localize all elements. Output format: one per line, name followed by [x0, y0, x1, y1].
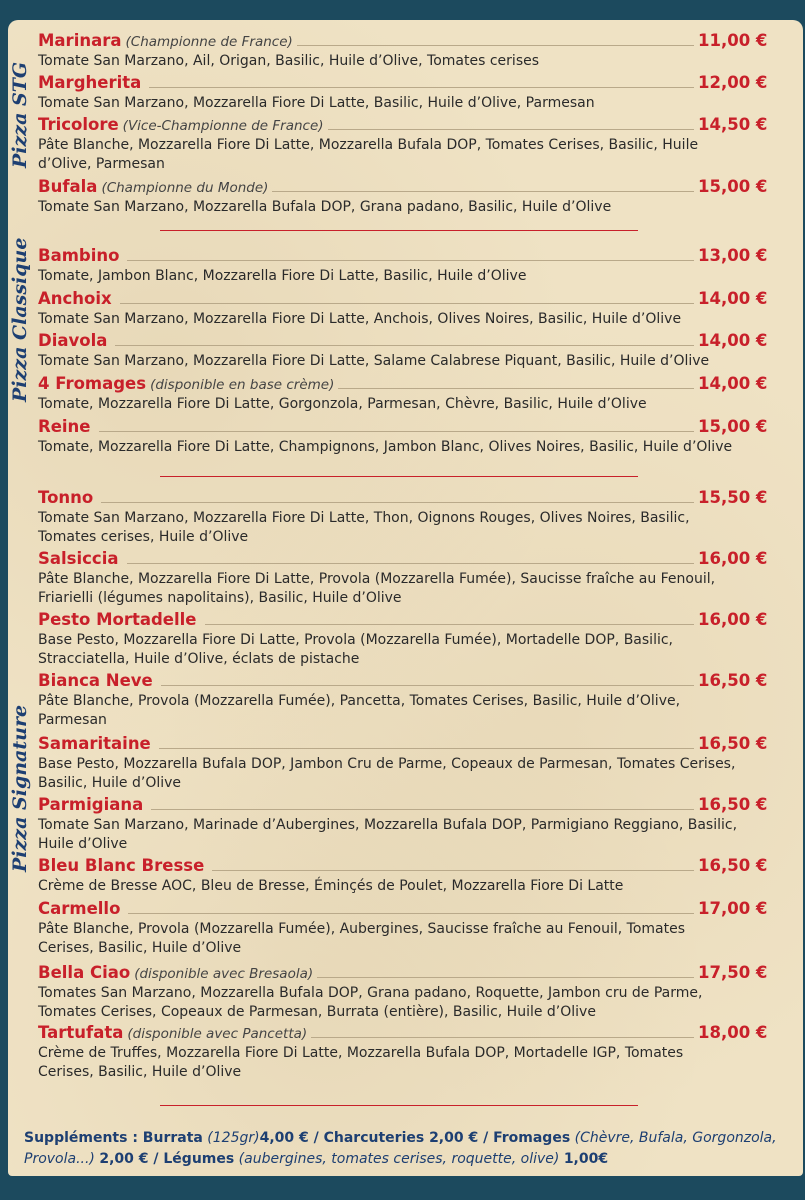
- menu-item-salsiccia: [38, 548, 790, 608]
- section-label-stg: Pizza STG: [9, 61, 31, 168]
- fromages-list: (Chèvre, Bufala, Gorgonzola, Provola...): [24, 1130, 777, 1167]
- item-name: Bambino: [38, 246, 120, 265]
- menu-item-parmigiana: [38, 794, 790, 854]
- menu-item-carmello: [38, 898, 790, 958]
- item-description: Tomate San Marzano, Ail, Origan, Basilic, Huile d’Olive, Tomates cerises: [38, 53, 540, 69]
- dotted-leader: [205, 623, 695, 625]
- dotted-leader: [272, 190, 694, 192]
- item-description: Tomate, Jambon Blanc, Mozzarella Fiore Di Latte, Basilic, Huile d’Olive: [38, 268, 527, 284]
- item-name: Tricolore: [38, 115, 119, 134]
- item-name: Diavola: [38, 331, 108, 350]
- item-name: Tonno: [38, 488, 94, 507]
- item-name: Bianca Neve: [38, 671, 153, 690]
- item-price: 14,00 €: [698, 289, 768, 308]
- dotted-leader: [127, 259, 694, 261]
- item-description: Pâte Blanche, Provola (Mozzarella Fumée), Aubergines, Saucisse fraîche au Fenouil, Tomates Cerises, Basilic, Huile d’Olive: [38, 921, 686, 956]
- item-note: (Championne du Monde): [101, 180, 269, 196]
- item-name: Bufala: [38, 177, 98, 196]
- item-name: Reine: [38, 417, 91, 436]
- dotted-leader: [120, 302, 694, 304]
- dotted-leader: [311, 1036, 694, 1038]
- menu-item-reine: [38, 416, 790, 457]
- item-description: Crème de Bresse AOC, Bleu de Bresse, Éminçés de Poulet, Mozzarella Fiore Di Latte: [38, 878, 624, 894]
- dotted-leader: [317, 976, 694, 978]
- menu-item-diavola: [38, 330, 790, 371]
- item-name: Samaritaine: [38, 734, 151, 753]
- item-description: Tomate San Marzano, Mozzarella Fiore Di Latte, Thon, Oignons Rouges, Olives Noires, Basilic, Tomates cerises, Huile d’Olive: [38, 510, 690, 545]
- item-name: Margherita: [38, 73, 142, 92]
- item-name: Bella Ciao: [38, 963, 131, 982]
- item-note: (Championne de France): [125, 34, 293, 50]
- item-price: 12,00 €: [698, 73, 768, 92]
- dotted-leader: [127, 562, 694, 564]
- dotted-leader: [328, 128, 694, 130]
- menu-item-pesto-mortadelle: [38, 609, 790, 669]
- item-description: Tomate San Marzano, Mozzarella Fiore Di Latte, Basilic, Huile d’Olive, Parmesan: [38, 95, 595, 111]
- menu-item-samaritaine: [38, 733, 790, 793]
- burrata-price: 4,00 € / Charcuteries 2,00 € / Fromages: [259, 1130, 571, 1146]
- dotted-leader: [297, 44, 694, 46]
- item-description: Crème de Truffes, Mozzarella Fiore Di Latte, Mozzarella Bufala DOP, Mortadelle IGP, Tomates Cerises, Basilic, Huile d’Olive: [38, 1045, 684, 1080]
- item-price: 15,00 €: [698, 177, 768, 196]
- section-label-signature: Pizza Signature: [9, 704, 31, 872]
- item-price: 16,00 €: [698, 610, 768, 629]
- item-price: 16,00 €: [698, 549, 768, 568]
- item-description: Pâte Blanche, Provola (Mozzarella Fumée), Pancetta, Tomates Cerises, Basilic, Huile d’Olive, Parmesan: [38, 693, 681, 728]
- menu-item-bianca-neve: [38, 670, 790, 730]
- dotted-leader: [212, 869, 694, 871]
- item-price: 16,50 €: [698, 734, 768, 753]
- burrata-quantity: (125gr): [207, 1130, 260, 1146]
- item-description: Tomate San Marzano, Mozzarella Bufala DOP, Grana padano, Basilic, Huile d’Olive: [38, 199, 612, 215]
- dotted-leader: [101, 501, 694, 503]
- dotted-leader: [338, 387, 694, 389]
- item-description: Base Pesto, Mozzarella Fiore Di Latte, Provola (Mozzarella Fumée), Mortadelle DOP, Basilic, Stracciatella, Huile d’Olive, éclats de pistache: [38, 632, 673, 667]
- item-price: 11,00 €: [698, 31, 768, 50]
- menu-item-bleu-blanc-bresse: [38, 855, 790, 896]
- item-description: Pâte Blanche, Mozzarella Fiore Di Latte, Provola (Mozzarella Fumée), Saucisse fraîche au Fenouil, Friarielli (légumes napolitains), Basilic, Huile d’Olive: [38, 571, 716, 606]
- item-price: 18,00 €: [698, 1023, 768, 1042]
- item-name: Salsiccia: [38, 549, 119, 568]
- dotted-leader: [128, 912, 694, 914]
- item-description: Pâte Blanche, Mozzarella Fiore Di Latte, Mozzarella Bufala DOP, Tomates Cerises, Basilic, Huile d’Olive, Parmesan: [38, 137, 699, 172]
- item-price: 15,00 €: [698, 417, 768, 436]
- supplements-label: Suppléments : Burrata: [24, 1130, 203, 1146]
- menu-item-bambino: [38, 245, 790, 286]
- item-description: Tomate San Marzano, Marinade d’Aubergines, Mozzarella Bufala DOP, Parmigiano Reggiano, Basilic, Huile d’Olive: [38, 817, 738, 852]
- menu-item-4-fromages: [38, 373, 790, 414]
- item-name: Tartufata: [38, 1023, 124, 1042]
- item-price: 16,50 €: [698, 795, 768, 814]
- supplements: [24, 1128, 800, 1170]
- item-name: 4 Fromages: [38, 374, 147, 393]
- dotted-leader: [159, 747, 694, 749]
- item-note: (disponible avec Bresaola): [134, 966, 314, 982]
- item-description: Tomate, Mozzarella Fiore Di Latte, Gorgonzola, Parmesan, Chèvre, Basilic, Huile d’Olive: [38, 396, 647, 412]
- dotted-leader: [151, 808, 694, 810]
- section-label-classique: Pizza Classique: [9, 237, 31, 402]
- menu-item-anchoix: [38, 288, 790, 329]
- item-note: (disponible avec Pancetta): [127, 1026, 308, 1042]
- item-description: Tomate, Mozzarella Fiore Di Latte, Champignons, Jambon Blanc, Olives Noires, Basilic, Huile d’Olive: [38, 439, 733, 455]
- item-note: (disponible en base crème): [150, 377, 335, 393]
- item-name: Pesto Mortadelle: [38, 610, 197, 629]
- menu-item-tonno: [38, 487, 790, 547]
- menu-item-marinara: [38, 30, 790, 71]
- menu-item-tricolore: [38, 114, 790, 174]
- dotted-leader: [149, 86, 694, 88]
- item-price: 14,00 €: [698, 331, 768, 350]
- legumes-list: (aubergines, tomates cerises, roquette, olive): [238, 1151, 560, 1167]
- item-price: 16,50 €: [698, 856, 768, 875]
- item-description: Tomates San Marzano, Mozzarella Bufala DOP, Grana padano, Roquette, Jambon cru de Parme, Tomates Cerises, Copeaux de Parmesan, Burrata (entière), Basilic, Huile d’Olive: [38, 985, 703, 1020]
- item-name: Parmigiana: [38, 795, 144, 814]
- menu-item-tartufata: [38, 1022, 790, 1082]
- item-description: Base Pesto, Mozzarella Bufala DOP, Jambon Cru de Parme, Copeaux de Parmesan, Tomates Cerises, Basilic, Huile d’Olive: [38, 756, 736, 791]
- menu-item-bella-ciao: [38, 962, 790, 1022]
- dotted-leader: [115, 344, 694, 346]
- item-name: Anchoix: [38, 289, 112, 308]
- item-price: 16,50 €: [698, 671, 768, 690]
- item-price: 17,50 €: [698, 963, 768, 982]
- menu-item-bufala: [38, 176, 790, 217]
- dotted-leader: [99, 430, 695, 432]
- item-price: 13,00 €: [698, 246, 768, 265]
- item-price: 17,00 €: [698, 899, 768, 918]
- section-divider: [160, 476, 638, 477]
- item-note: (Vice-Championne de France): [122, 118, 324, 134]
- item-price: 14,00 €: [698, 374, 768, 393]
- section-divider: [160, 230, 638, 231]
- dotted-leader: [161, 684, 694, 686]
- section-divider: [160, 1105, 638, 1106]
- fromages-price: 2,00 € / Légumes: [99, 1151, 235, 1167]
- item-description: Tomate San Marzano, Mozzarella Fiore Di Latte, Salame Calabrese Piquant, Basilic, Huile d’Olive: [38, 353, 710, 369]
- item-description: Tomate San Marzano, Mozzarella Fiore Di Latte, Anchois, Olives Noires, Basilic, Huile d’Olive: [38, 311, 682, 327]
- item-name: Bleu Blanc Bresse: [38, 856, 205, 875]
- legumes-price: 1,00€: [563, 1151, 609, 1167]
- item-name: Carmello: [38, 899, 121, 918]
- item-price: 15,50 €: [698, 488, 768, 507]
- item-price: 14,50 €: [698, 115, 768, 134]
- menu-item-margherita: [38, 72, 790, 113]
- item-name: Marinara: [38, 31, 122, 50]
